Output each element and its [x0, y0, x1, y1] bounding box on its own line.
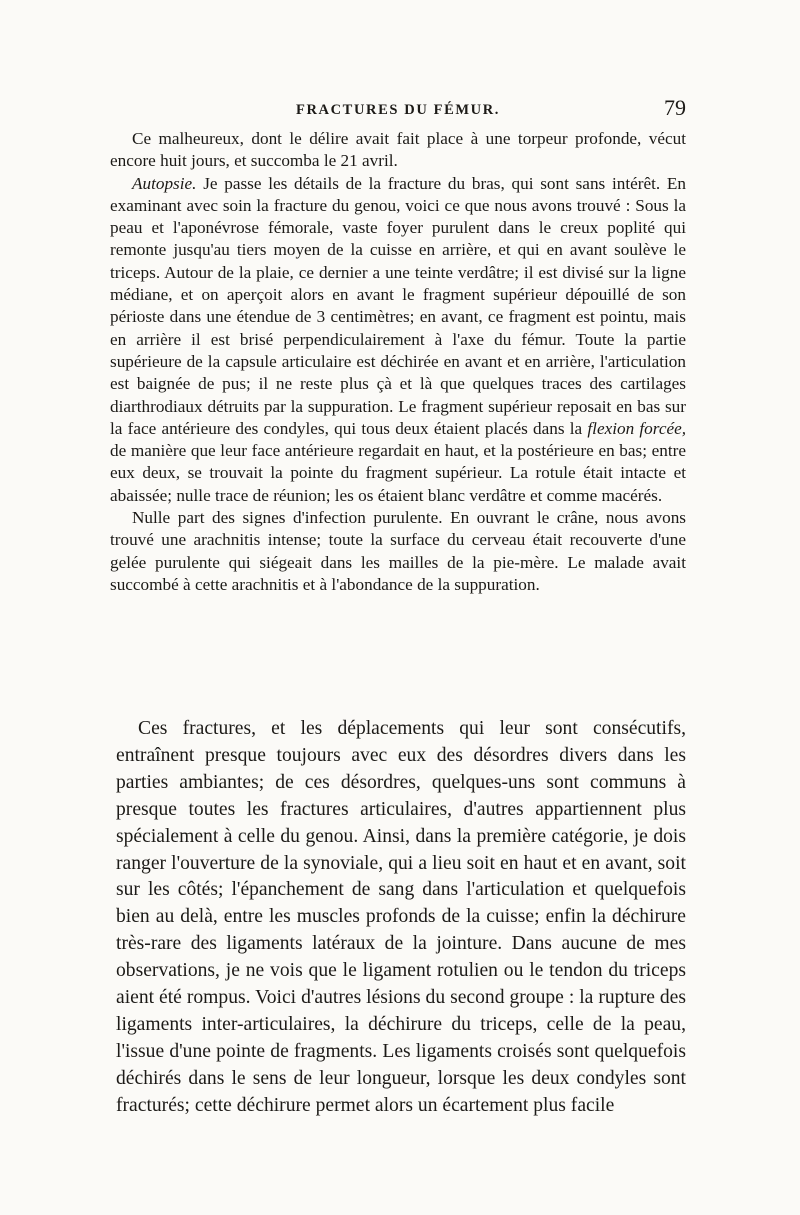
autopsy-lead: Autopsie. [132, 173, 197, 193]
paragraph-case-outcome: Ce malheureux, dont le délire avait fait place à une torpeur profonde, vécut encore huit jours, et succomba le 21 avril. [110, 129, 686, 171]
autopsy-emphasis: flexion forcée, [587, 418, 687, 438]
paragraph-autopsy [110, 173, 686, 507]
autopsy-text-a: Je passe les détails de la fracture du bras, qui sont sans intérêt. En examinant avec soin la fracture du genou, voici ce que nous avons trouvé : Sous la peau et l'aponévrose fémorale, vaste foyer purulent dans le creux poplité qui remonte jusqu'au tiers moyen de la cuisse en arrière, et qui en avant soulève le triceps. Autour de la plaie, ce dernier a une teinte verdâtre; il est divisé sur la ligne médiane, et on aperçoit alors en avant le fragment supérieur dépouillé de son périoste dans une étendue de 3 centimètres; en avant, ce fragment est pointu, mais en arrière il est brisé perpendiculairement à l'axe du fémur. Toute la partie supérieure de la capsule articulaire est déchirée en avant et en arrière, l'articulation est baignée de pus; il ne reste plus çà et là que quelques traces des cartilages diarthrodiaux détruits par la suppuration. Le fragment supérieur reposait en bas sur la face antérieure des condyles, qui tous deux étaient placés dans la [110, 173, 686, 438]
paragraph-fracture-disorders: Ces fractures, et les déplacements qui leur sont consécutifs, entraînent presque toujours avec eux des désordres divers dans les parties ambiantes; de ces désordres, quelques-uns sont communs à presque toutes les fractures articulaires, d'autres appartiennent plus spécialement à celle du genou. Ainsi, dans la première catégorie, je dois ranger l'ouverture de la synoviale, qui a lieu soit en haut et en avant, soit sur les côtés; l'épanchement de sang dans l'articulation et quelquefois bien au delà, entre les muscles profonds de la cuisse; enfin la déchirure très-rare des ligaments latéraux de la jointure. Dans aucune de mes observations, je ne vois que le ligament rotulien ou le tendon du triceps aient été rompus. Voici d'autres lésions du second groupe : la rupture des ligaments inter-articulaires, la déchirure du triceps, celle de la peau, l'issue d'une pointe de fragments. Les ligaments croisés sont quelquefois déchirés dans le sens de leur longueur, lorsque les deux condyles sont fracturés; cette déchirure permet alors un écartement plus facile [116, 718, 686, 1116]
main-text [116, 716, 686, 1120]
paragraph-infection: Nulle part des signes d'infection purulente. En ouvrant le crâne, nous avons trouvé une arachnitis intense; toute la surface du cerveau était recouverte d'une gelée purulente qui siégeait dans les mailles de la pie-mère. Le malade avait succombé à cette arachnitis et à l'abondance de la suppuration. [110, 508, 686, 594]
page-number: 79 [664, 95, 686, 120]
running-title: FRACTURES DU FÉMUR. [296, 102, 500, 118]
page-header [110, 95, 686, 126]
observation-text [110, 128, 686, 596]
autopsy-text-b: de manière que leur face antérieure regardait en haut, et la postérieure en bas; entre eux deux, se trouvait la pointe du fragment supérieur. La rotule était intacte et abaissée; nulle trace de réunion; les os étaient blanc verdâtre et comme macérés. [110, 441, 686, 505]
